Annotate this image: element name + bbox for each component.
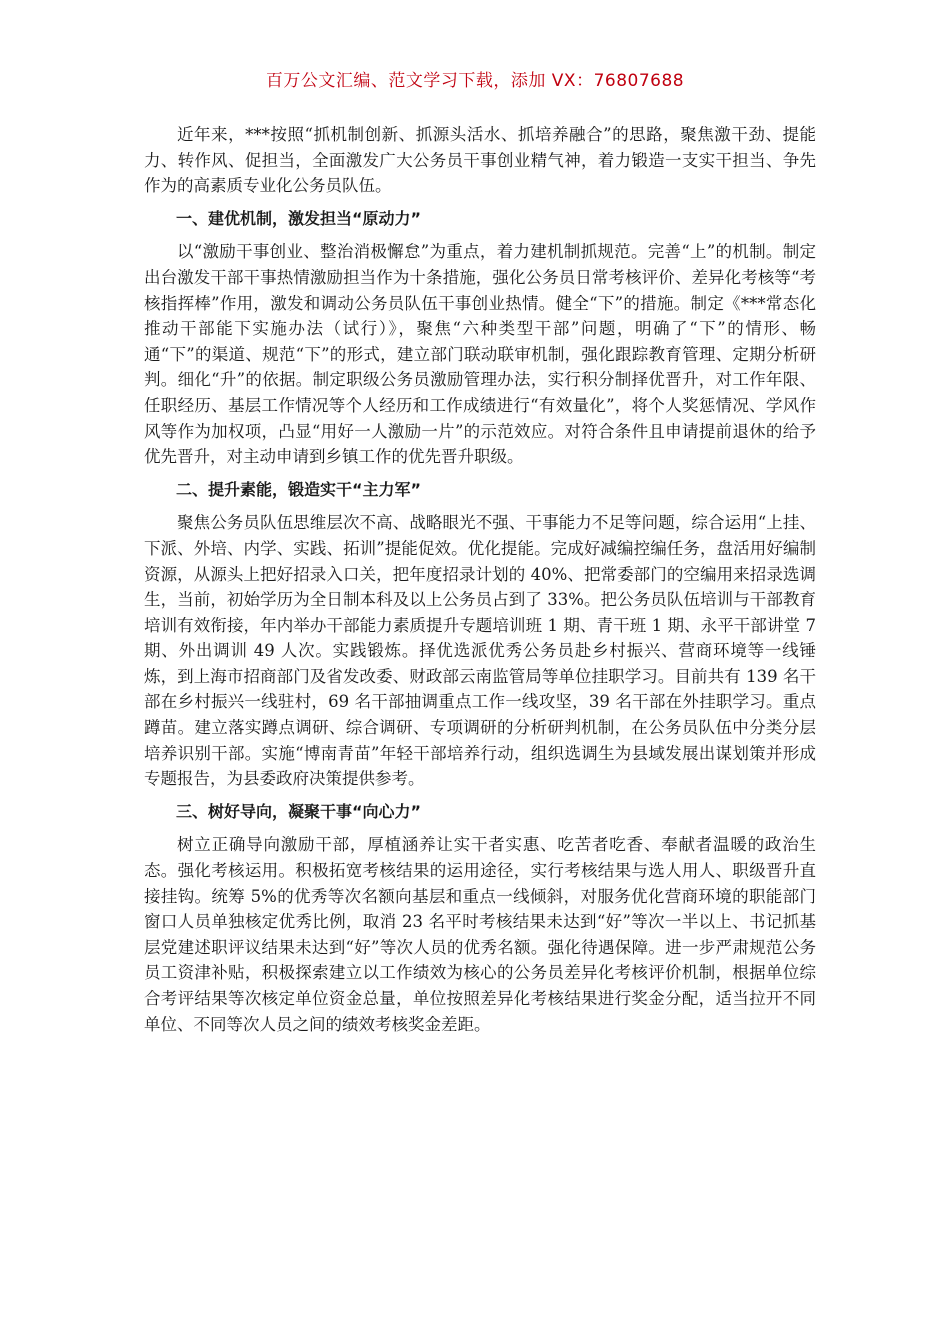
section-heading-1: 一、建优机制，激发担当“原动力” bbox=[176, 208, 422, 228]
section-body-1: 以“激励干事创业、整治消极懈怠”为重点，着力建机制抓规范。完善“上”的机制。制定出台激发干部干事热情激励担当作为十条措施，强化公务员日常考核评价、差异化考核等“考核指挥棒”作用，激发和调动公务员队伍干事创业热情。健全“下”的措施。制定《***常态化推动干部能下实施办法（试行）》，聚焦“六种类型干部”问题，明确了“下”的情形、畅通“下”的渠道、规范“下”的形式，建立部门联动联审机制，强化跟踪教育管理、定期分析研判。细化“升”的依据。制定职级公务员激励管理办法，实行积分制择优晋升，对工作年限、任职经历、基层工作情况等个人经历和工作成绩进行“有效量化”，将个人奖惩情况、学风作风等作为加权项，凸显“用好一人激励一片”的示范效应。对符合条件且申请提前退休的给予优先晋升，对主动申请到乡镇工作的优先晋升职级。 bbox=[144, 242, 816, 467]
header-banner: 百万公文汇编、范文学习下载，添加 VX：76807688 bbox=[265, 71, 685, 91]
intro-paragraph: 近年来，***按照“抓机制创新、抓源头活水、抓培养融合”的思路，聚焦激干劲、提能力、转作风、促担当，全面激发广大公务员干事创业精气神，着力锻造一支实干担当、争先作为的高素质专业化公务员队伍。 bbox=[144, 125, 816, 196]
section-body-2: 聚焦公务员队伍思维层次不高、战略眼光不强、干事能力不足等问题，综合运用“上挂、下派、外培、内学、实践、拓训”提能促效。优化提能。完成好减编控编任务，盘活用好编制资源，从源头上把好招录入口关，把年度招录计划的 40%、把常委部门的空编用来招录选调生，当前，初始学历为全日制本科及以上公务员占到了 33%。把公务员队伍培训与干部教育培训有效衔接，年内举办干部能力素质提升专题培训班 1 期、青干班 1 期、永平干部讲堂 7 期、外出调训 49 人次。实践锻炼。择优选派优秀公务员赴乡村振兴、营商环境等一线锤炼，到上海市招商部门及省发改委、财政部云南监管局等单位挂职学习。目前共有 139 名干部在乡村振兴一线驻村，69 名干部抽调重点工作一线攻坚，39 名干部在外挂职学习。重点蹲苗。建立落实蹲点调研、综合调研、专项调研的分析研判机制，在公务员队伍中分类分层培养识别干部。实施“博南青苗”年轻干部培养行动，组织选调生为县域发展出谋划策并形成专题报告，为县委政府决策提供参考。 bbox=[144, 513, 816, 789]
document-body bbox=[144, 122, 816, 1044]
section-heading-2: 二、提升素能，锻造实干“主力军” bbox=[176, 479, 422, 499]
section-heading-3: 三、树好导向，凝聚干事“向心力” bbox=[176, 801, 422, 821]
section-body-3: 树立正确导向激励干部，厚植涵养让实干者实惠、吃苦者吃香、奉献者温暖的政治生态。强化考核运用。积极拓宽考核结果的运用途径，实行考核结果与选人用人、职级晋升直接挂钩。统筹 5%的优秀等次名额向基层和重点一线倾斜，对服务优化营商环境的职能部门窗口人员单独核定优秀比例，取消 23 名平时考核结果未达到“好”等次一半以上、书记抓基层党建述职评议结果未达到“好”等次人员的优秀名额。强化待遇保障。进一步严肃规范公务员工资津补贴，积极探索建立以工作绩效为核心的公务员差异化考核评价机制，根据单位综合考评结果等次核定单位资金总量，单位按照差异化考核结果进行奖金分配，适当拉开不同单位、不同等次人员之间的绩效考核奖金差距。 bbox=[144, 835, 816, 1034]
